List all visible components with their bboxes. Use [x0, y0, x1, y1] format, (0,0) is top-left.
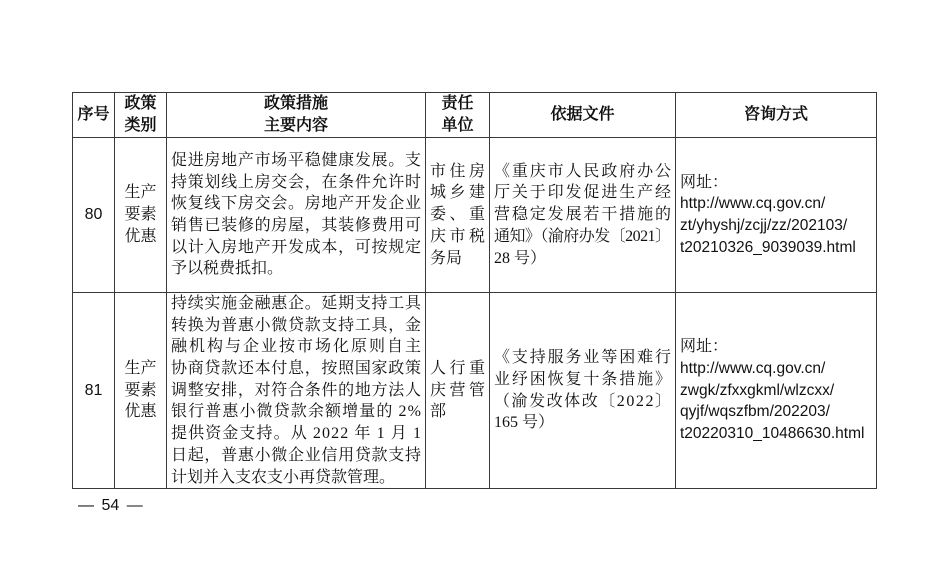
basis-line: 28 号） [494, 249, 547, 267]
measure-line: 日起，普惠小微企业信用贷款支持 [171, 446, 422, 464]
category-cell [115, 138, 167, 293]
unit-line: 城乡建 [430, 184, 489, 202]
measure-line: 促进房地产市场平稳健康发展。支 [171, 151, 422, 169]
table-header-row [73, 93, 877, 138]
unit-line: 部 [430, 403, 447, 421]
category-line: 生产 [124, 360, 157, 378]
seq-number: 80 [84, 206, 103, 224]
basis-cell [490, 293, 676, 489]
measure-line: 予以税费抵扣。 [171, 260, 284, 278]
contact-cell [676, 293, 877, 489]
measure-line: 转换为普惠小微贷款支持工具，金 [171, 316, 422, 334]
contact-url-line: qyjf/wqszfbm/202203/ [680, 403, 830, 421]
header-label: 依据文件 [550, 106, 615, 124]
unit-line: 人行重 [430, 360, 489, 378]
unit-cell [426, 293, 490, 489]
category-line: 优惠 [124, 403, 157, 421]
measure-line: 协商贷款还本付息，按照国家政策 [171, 360, 422, 378]
basis-line: （渝发改体改〔2022〕 [494, 392, 673, 410]
measure-line: 持续实施金融惠企。延期支持工具 [171, 295, 422, 312]
table-header [73, 93, 877, 138]
header-label: 责任 [441, 95, 474, 113]
measure-cell [167, 293, 426, 489]
basis-line: 营稳定发展若干措施的 [494, 206, 673, 224]
header-contact [676, 93, 877, 138]
contact-label: 网址： [680, 338, 729, 356]
contact-url-line: zt/yhyshj/zcjj/zz/202103/ [680, 217, 848, 234]
seq-number: 81 [84, 381, 103, 399]
policy-table-wrapper [72, 92, 877, 489]
measure-line: 调整安排，对符合条件的地方法人 [171, 381, 422, 399]
measure-cell [167, 138, 426, 293]
header-basis [490, 93, 676, 138]
header-label: 主要内容 [263, 117, 328, 134]
basis-line: 《重庆市人民政府办公 [494, 162, 673, 180]
header-label: 政策 [124, 95, 157, 113]
measure-line: 恢复线下房交会。房地产开发企业 [171, 195, 422, 213]
table-row [73, 138, 877, 293]
contact-url-line: http://www.cq.gov.cn/ [680, 195, 826, 213]
contact-url-line: t20210326_9039039.html [680, 238, 856, 256]
basis-line: 通知》（渝府办发〔2021〕 [494, 227, 671, 245]
category-line: 要素 [124, 206, 157, 224]
unit-line: 务局 [430, 249, 463, 267]
basis-line: 厅关于印发促进生产经 [494, 184, 673, 202]
basis-line: 《支持服务业等困难行 [494, 349, 673, 367]
table-row [73, 293, 877, 489]
table-body [73, 138, 877, 489]
basis-line: 业纾困恢复十条措施》 [494, 370, 673, 388]
basis-cell [490, 138, 676, 293]
contact-url-line: t20220310_10486630.html [680, 425, 865, 443]
seq-cell [73, 138, 115, 293]
header-label: 序号 [77, 106, 110, 124]
unit-line: 庆营管 [430, 381, 489, 399]
header-unit [426, 93, 490, 138]
category-cell [115, 293, 167, 489]
measure-line: 以计入房地产开发成本，可按规定 [171, 238, 422, 256]
page-number: — 54 — [78, 497, 143, 514]
header-label: 类别 [124, 117, 157, 134]
header-seq [73, 93, 115, 138]
header-label: 咨询方式 [743, 106, 808, 124]
seq-cell [73, 293, 115, 489]
category-line: 优惠 [124, 227, 157, 245]
category-line: 生产 [124, 184, 157, 202]
measure-line: 销售已装修的房屋，其装修费用可 [171, 217, 422, 234]
measure-line: 提供资金支持。从 2022 年 1 月 1 [171, 425, 423, 443]
contact-url-line: zwgk/zfxxgkml/wlzcxx/ [680, 381, 835, 399]
header-measure [167, 93, 426, 138]
unit-line: 委、重 [430, 206, 489, 224]
policy-table [72, 92, 877, 489]
header-category [115, 93, 167, 138]
header-label: 政策措施 [263, 95, 328, 113]
unit-cell [426, 138, 490, 293]
contact-label: 网址： [680, 173, 729, 191]
category-line: 要素 [124, 381, 157, 399]
measure-line: 融机构与企业按市场化原则自主 [171, 338, 423, 356]
measure-line: 银行普惠小微贷款余额增量的 2% [171, 403, 423, 421]
unit-line: 庆市税 [430, 227, 489, 245]
contact-url-line: http://www.cq.gov.cn/ [680, 360, 826, 378]
measure-line: 计划并入支农支小再贷款管理。 [171, 468, 396, 486]
header-label: 单位 [441, 117, 474, 134]
unit-line: 市住房 [430, 162, 489, 180]
measure-line: 持策划线上房交会，在条件允许时 [171, 173, 422, 191]
contact-cell [676, 138, 877, 293]
basis-line: 165 号） [494, 414, 555, 432]
